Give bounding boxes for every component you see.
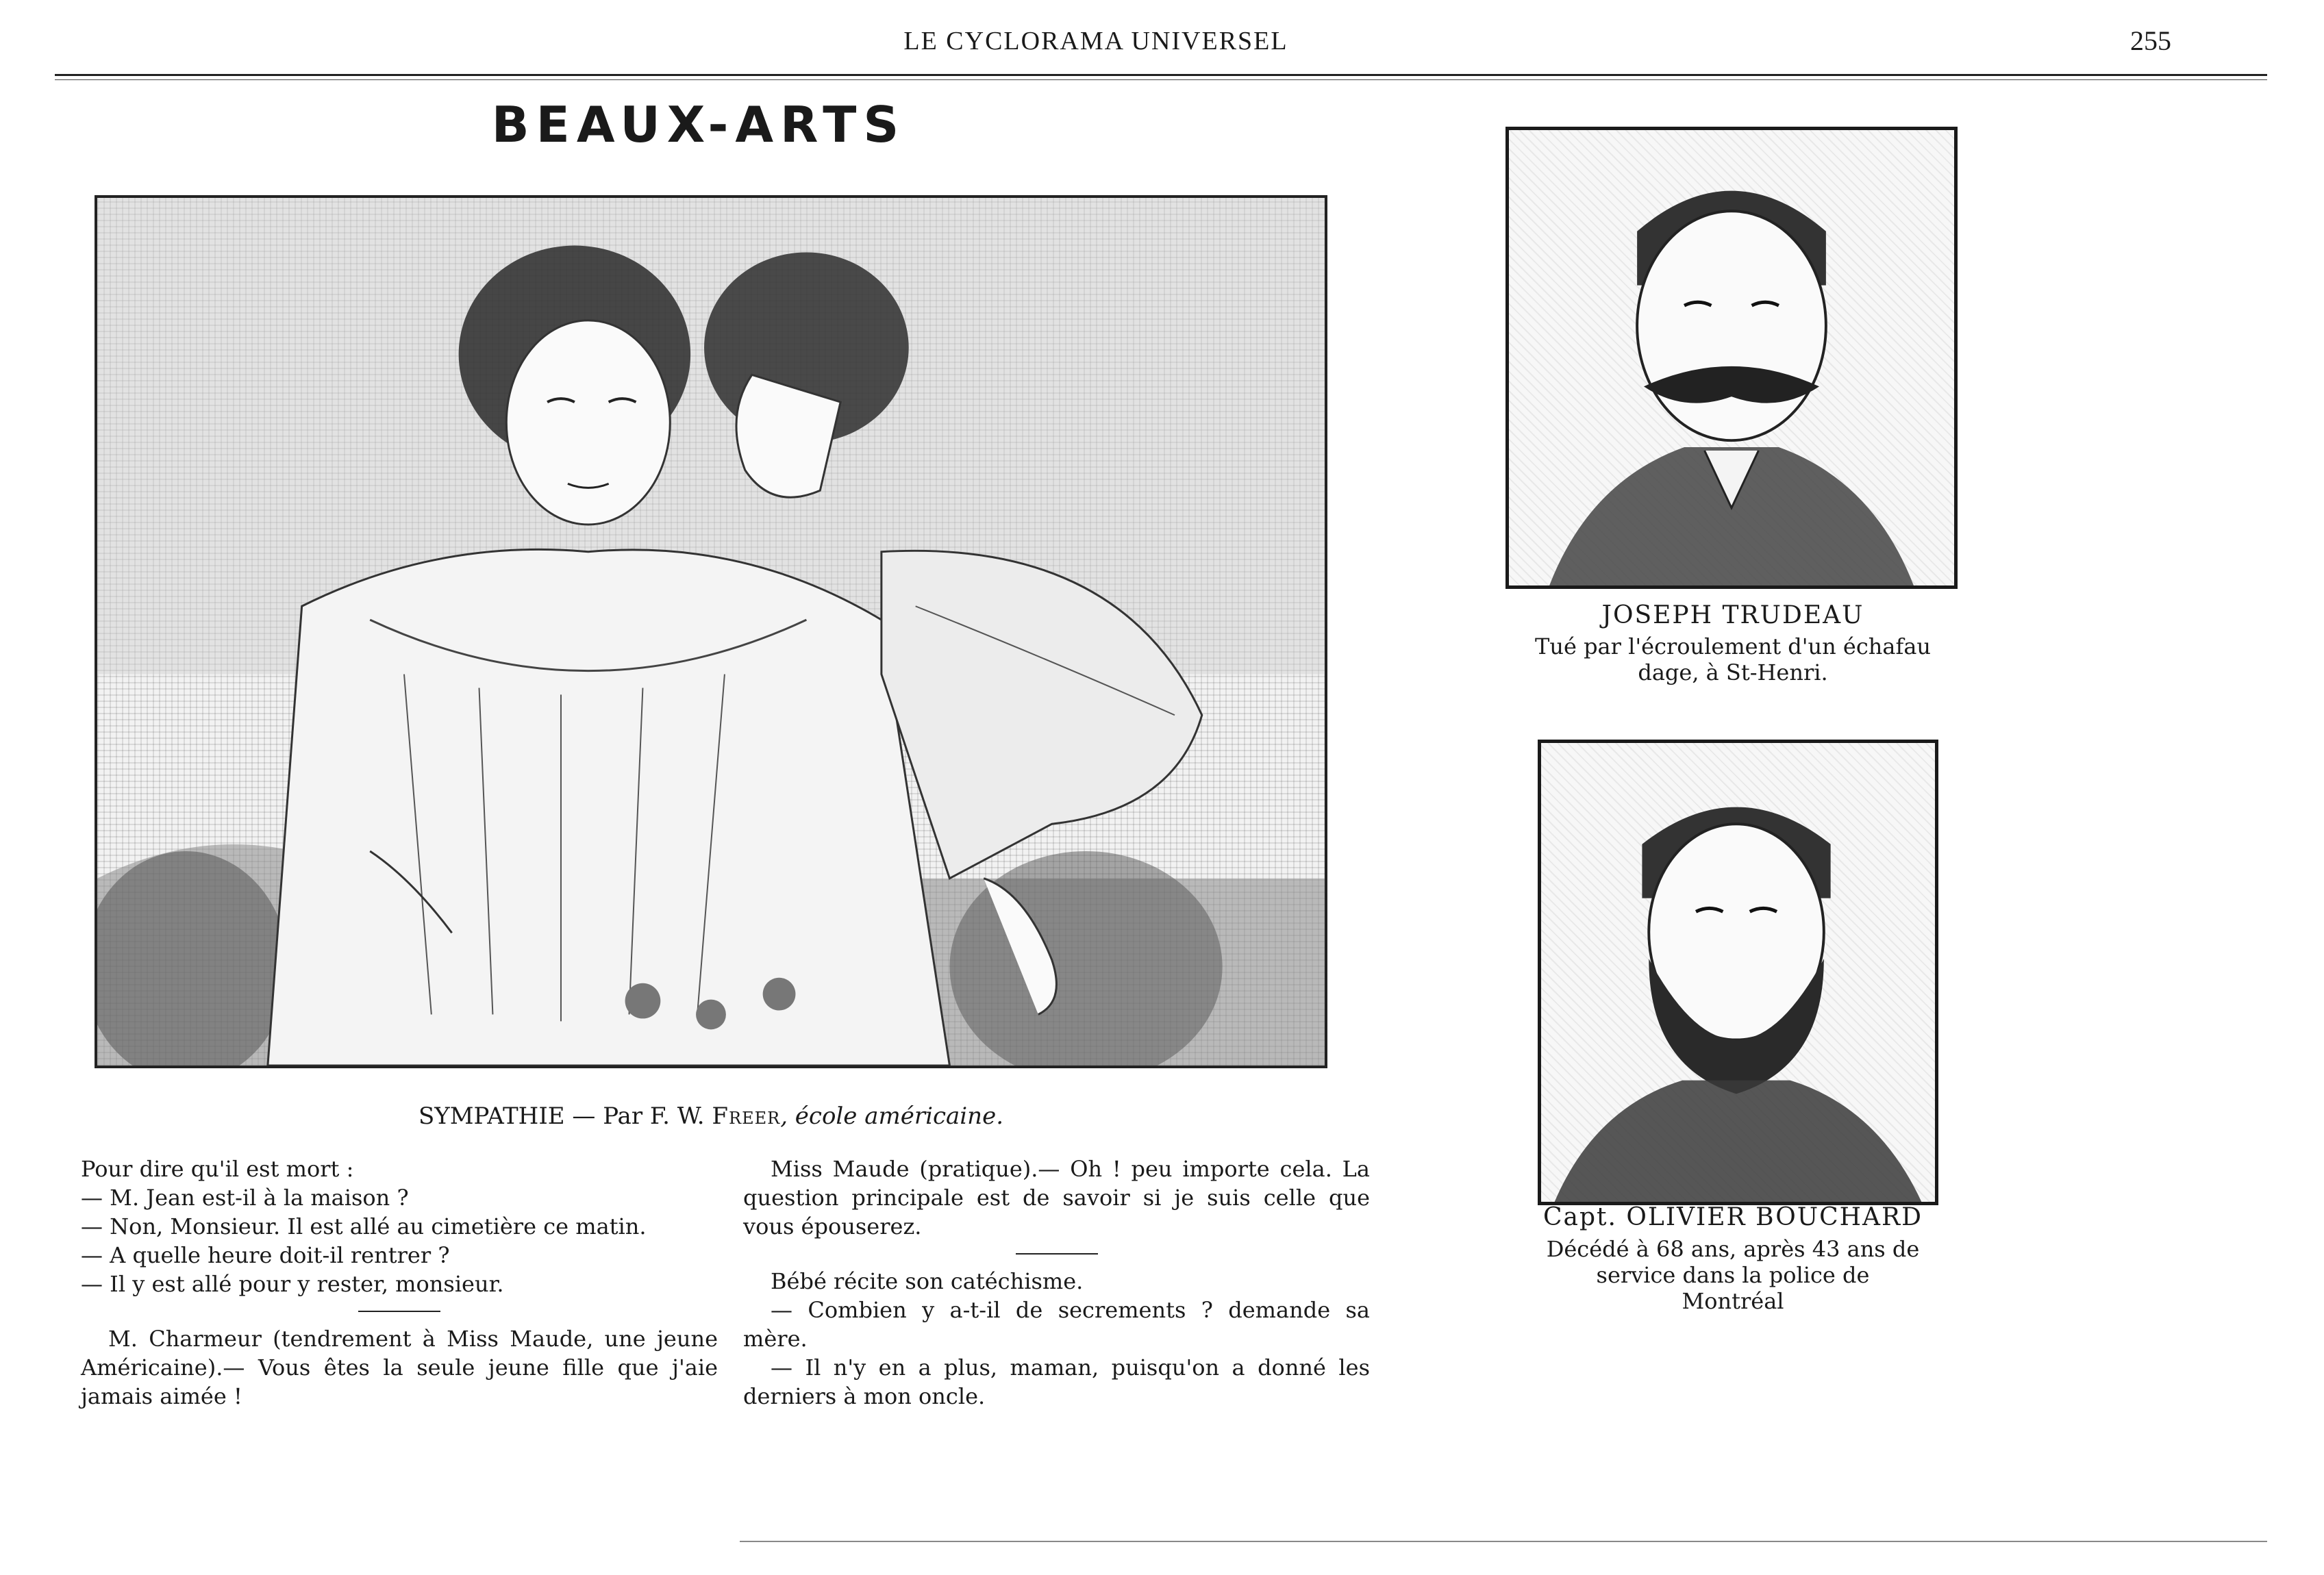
anecdote-paragraph: M. Charmeur (tendrement à Miss Maude, une jeune Américaine).— Vous êtes la seule jeune fille que j'aie jamais aimée ! — [81, 1326, 718, 1409]
anecdote-column-middle — [743, 1155, 1370, 1411]
portrait-description-line: dage, à St-Henri. — [1638, 659, 1828, 685]
anecdote-line: — Il y est allé pour y rester, monsieur. — [81, 1271, 504, 1297]
anecdote-separator — [358, 1311, 440, 1312]
header-rule — [55, 74, 2267, 76]
main-engraving — [95, 195, 1327, 1068]
anecdote-paragraph: Miss Maude (pratique).— Oh ! peu importe cela. La question principale est de savoir si je suis celle que vous épouserez. — [743, 1156, 1370, 1239]
portrait-description-line: Décédé à 68 ans, après 43 ans de — [1546, 1236, 1920, 1262]
caption-title: SYMPATHIE — [418, 1102, 565, 1130]
anecdote-paragraph: — Il n'y en a plus, maman, puisqu'on a donné les derniers à mon oncle. — [743, 1354, 1370, 1409]
portrait-description-line: service dans la police de — [1596, 1262, 1870, 1288]
anecdote-line: — A quelle heure doit-il rentrer ? — [81, 1242, 450, 1268]
header-rule-thin — [55, 79, 2267, 80]
caption-artist: Freer — [712, 1102, 781, 1130]
two-women-engraving-illustration — [97, 198, 1325, 1066]
portrait-description-line: Tué par l'écroulement d'un échafau — [1535, 633, 1931, 659]
portrait-description — [1466, 633, 2000, 685]
portrait-description-line: Montréal — [1682, 1288, 1784, 1314]
page-number: 255 — [2130, 25, 2171, 56]
anecdote-line: — M. Jean est-il à la maison ? — [81, 1185, 409, 1211]
mustached-man-portrait-illustration — [1509, 130, 1954, 585]
running-head: LE CYCLORAMA UNIVERSEL — [903, 27, 1288, 55]
bottom-rule — [740, 1541, 2267, 1542]
portrait-joseph-trudeau — [1505, 127, 1958, 589]
caption-school: , école américaine. — [780, 1102, 1004, 1130]
portrait-name: JOSEPH TRUDEAU — [1601, 601, 1864, 629]
anecdote-line: Pour dire qu'il est mort : — [81, 1156, 354, 1182]
bearded-man-portrait-illustration — [1541, 743, 1935, 1202]
section-title: BEAUX-ARTS — [491, 96, 906, 153]
caption-dash: — Par F. W. — [564, 1102, 712, 1130]
anecdote-paragraph: — Combien y a-t-il de secrements ? demande sa mère. — [743, 1297, 1370, 1352]
anecdote-paragraph: Bébé récite son catéchisme. — [771, 1268, 1084, 1294]
portrait-name: Capt. OLIVIER BOUCHARD — [1543, 1203, 1923, 1231]
portrait-olivier-bouchard — [1538, 740, 1938, 1205]
anecdote-separator — [1016, 1253, 1098, 1255]
main-engraving-caption — [95, 1102, 1327, 1130]
anecdote-line: — Non, Monsieur. Il est allé au cimetière ce matin. — [81, 1213, 647, 1239]
portrait-description — [1500, 1236, 1966, 1314]
anecdote-column-left — [81, 1155, 718, 1411]
